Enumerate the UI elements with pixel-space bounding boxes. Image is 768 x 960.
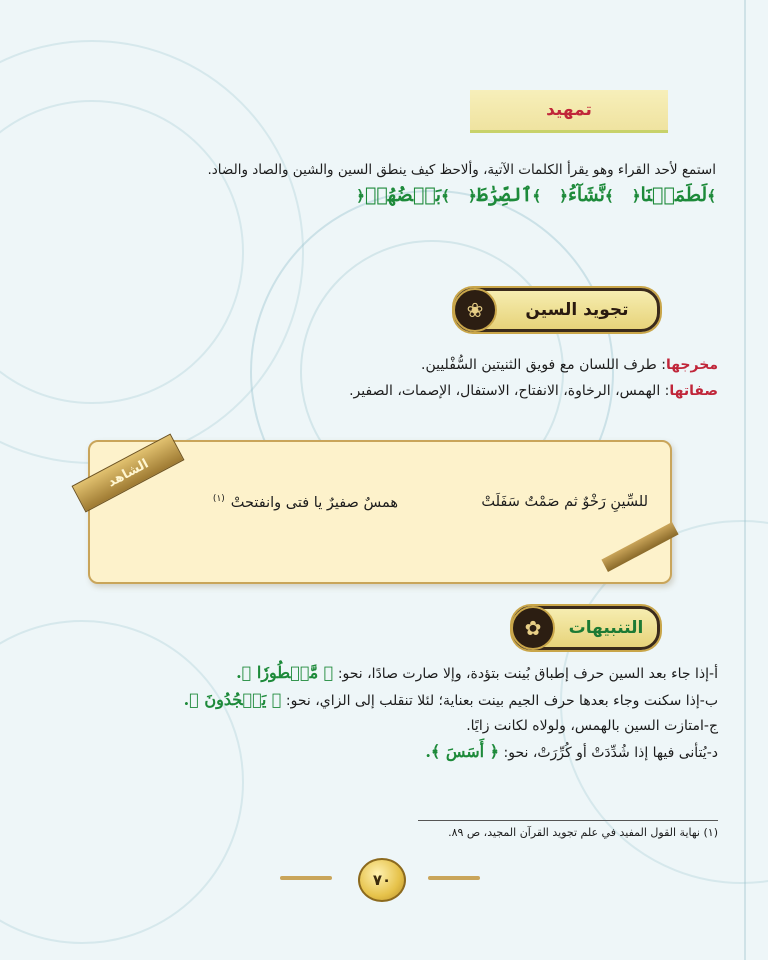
section-header-title: تمهيد (546, 100, 592, 120)
section-badge-sin (454, 288, 660, 332)
footnote: (١) نهاية القول المفيد في علم تجويد القرآن المجيد، ص ٨٩. (448, 826, 718, 839)
verse-second-hemistich: همسٌ صفيرٌ يا فتى وانفتحتْ$^{(١)}$ (212, 494, 398, 511)
note-item: د-يُتأنى فيها إذا شُدِّدَتْ أو كُرِّرَتْ، نحو: ﴿ أَسَسَ ﴾. (425, 742, 718, 761)
evidence-ribbon: الشاهد (72, 433, 185, 512)
page-number-ornament (320, 858, 440, 898)
makhraj-block (58, 352, 718, 404)
quran-word: ﴿ٱلصِّرَٰطَ﴾ (467, 184, 542, 206)
flourish-right (428, 876, 480, 880)
footnote-divider (418, 820, 718, 821)
page-number: ٧٠ (358, 858, 406, 902)
note-item: أ-إذا جاء بعد السين حرف إطباق بُينت بتؤدة، وإلا صارت صادًا، نحو: ﴿ مَّسۡطُورٗا ﴾. (236, 663, 718, 682)
intro-paragraph: استمع لأحد القراء وهو يقرأ الكلمات الآتية، وألاحظ كيف ينطق السين والشين والصاد والضاد. (207, 162, 716, 178)
section-badge-tanbihat (512, 606, 660, 650)
badge-title: التنبيهات (568, 618, 644, 638)
section-header-tamheed (470, 90, 668, 133)
quran-word: ﴿بَعۡضُهُمۡ﴾ (356, 184, 450, 206)
footnote-ref: (١) (212, 494, 225, 504)
badge-title: تجويد السين (525, 300, 629, 320)
quran-words-row (36, 184, 716, 206)
makhraj-line: مخرجها: طرف اللسان مع فويق الثنيتين السُّفْليين. (421, 357, 718, 373)
note-item: ج-امتازت السين بالهمس، ولولاه لكانت زايًا. (466, 718, 718, 734)
verse-first-hemistich: للسِّينِ رَخْوٌ ثم صَمْتٌ سَفَلَتْ (481, 494, 648, 510)
flourish-left (280, 876, 332, 880)
notes-list (38, 660, 718, 766)
flower-icon: ❀ (453, 288, 497, 332)
ornament-icon: ✿ (511, 606, 555, 650)
sifat-line: صفاتها: الهمس، الرخاوة، الانفتاح، الاستفال، الإصمات، الصفير. (349, 383, 718, 399)
quran-word: ﴿لَطَمَسۡنَا﴾ (631, 184, 716, 206)
page-edge-line (744, 0, 746, 960)
note-item: ب-إذا سكنت وجاء بعدها حرف الجيم بينت بعناية؛ لئلا تنقلب إلى الزاي، نحو: ﴿ يَسۡجُدُونَ ﴾. (183, 690, 718, 709)
quran-word: ﴿نَّشَآءُ﴾ (559, 184, 614, 206)
